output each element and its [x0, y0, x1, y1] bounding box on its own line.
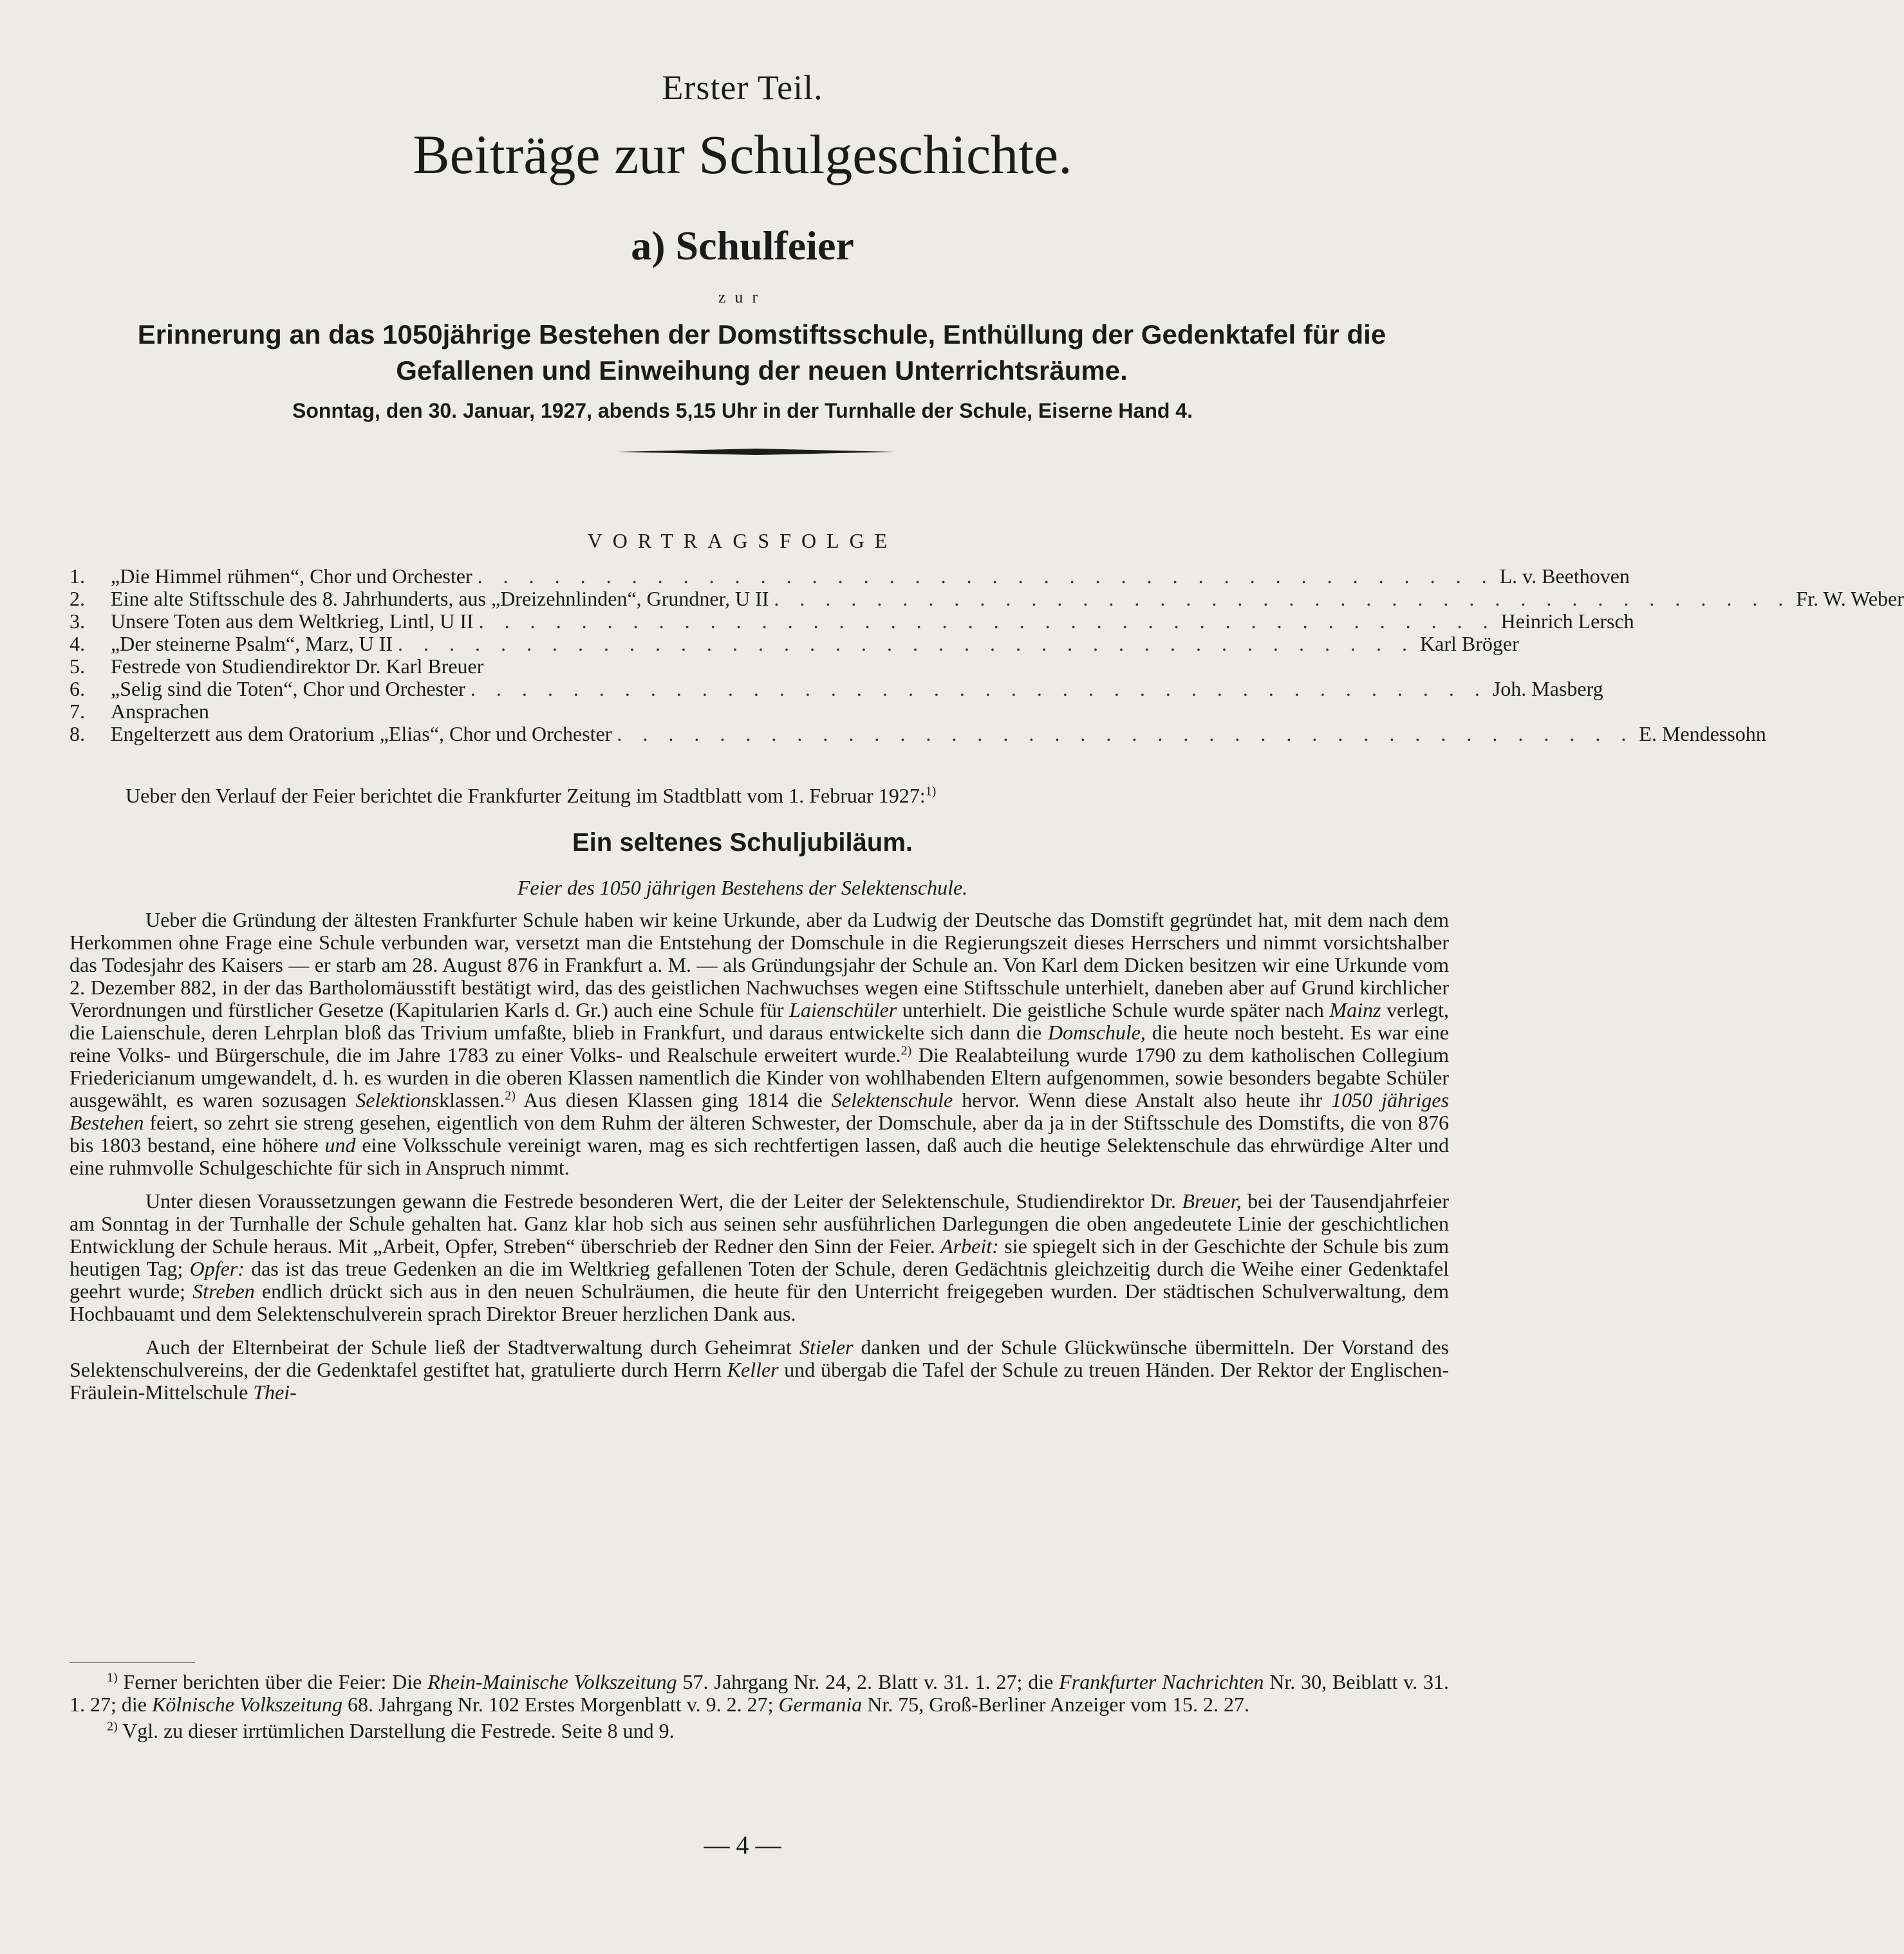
emphasis: Mainz [1329, 998, 1381, 1021]
text-run: eine Volksschule vereinigt waren, mag es sich rechtfertigen lassen, daß auch die heutige Selektenschule das ehrwürdige Alter und eine ruhmvolle Schulgeschichte für sich in Anspruch nimmt. [70, 1133, 1450, 1179]
article-paragraph [70, 1336, 1449, 1404]
program-item-number: 4. [70, 632, 85, 655]
article-title: Ein seltenes Schuljubiläum. [572, 828, 913, 857]
zur-label: zur [718, 288, 767, 306]
leader-dots: . . . . . . . . . . . . . . . . . . . . . . . . . . . . . . . . . . . . . . . . [774, 587, 1791, 610]
emphasis: Stieler [799, 1335, 854, 1359]
occasion-text: Erinnerung an das 1050jährige Bestehen der Domstiftsschule, Enthüllung der Gedenktafel für die Gefallenen und Einweihung der neuen Unterrichtsräume. [137, 319, 1386, 386]
program-item-composer: Joh. Masberg [1492, 677, 1603, 700]
section-title: a) Schulfeier [631, 223, 854, 268]
program-item-number: 5. [70, 655, 85, 678]
program-item [70, 722, 1766, 745]
program-item-title: Ansprachen [111, 700, 209, 723]
leader-dots: . . . . . . . . . . . . . . . . . . . . . . . . . . . . . . . . . . . . . . . . [470, 677, 1488, 700]
footnote-divider [70, 1662, 195, 1663]
text-run: Die Realabteilung wurde 1790 zu dem katholischen Collegium Friedericianum umgewandelt, d. h. es wurden in die oberen Klassen namentlich die Kinder von wohlhabenden Eltern aufgenommen, sowie besonders begabte Schüler ausgewählt, es waren sozusagen [70, 1043, 1449, 1112]
footnote-mark: 1) [107, 1670, 118, 1685]
footnotes [70, 1671, 1449, 1746]
program-item-number: 8. [70, 722, 85, 745]
emphasis: Breuer, [1182, 1189, 1242, 1213]
program-item-title: Unsere Toten aus dem Weltkrieg, Lintl, U II [111, 609, 474, 633]
decorative-rule [618, 449, 895, 455]
program-item-composer: Karl Bröger [1420, 632, 1519, 655]
article-paragraph [70, 909, 1449, 1179]
program-item-title: „Die Himmel rühmen“, Chor und Orchester [111, 564, 472, 588]
page-number: — 4 — [704, 1830, 781, 1859]
program-item-title: Engelterzett aus dem Oratorium „Elias“, Chor und Orchester [111, 722, 612, 745]
text-run: verlegt, die Laienschule, deren Lehrplan bloß das Trivium umfaßte, blieb in Frankfurt, und daraus entwickelte sich dann die [70, 998, 1450, 1044]
leader-dots: . . . . . . . . . . . . . . . . . . . . . . . . . . . . . . . . . . . . . . . . [398, 632, 1415, 655]
program-item-title: Festrede von Studiendirektor Dr. Karl Breuer [111, 655, 484, 678]
program-item [70, 632, 1519, 655]
program-item-number: 2. [70, 587, 85, 610]
footnote-ref: 2) [505, 1088, 516, 1103]
text-run: Ferner berichten über die Feier: Die [117, 1670, 428, 1693]
article-paragraph [70, 1190, 1449, 1325]
text-run: feiert, so zehrt sie streng gesehen, eigentlich von dem Ruhm der älteren Schwester, der Domschule, aber da ja in der Stiftsschule des Domstifts, die von 876 bis 1803 bestand, eine höhere [70, 1111, 1449, 1157]
program-item [70, 564, 1630, 588]
emphasis: Selektions [355, 1088, 440, 1112]
part-heading: Erster Teil. [662, 68, 823, 107]
text-run: Nr. 75, Groß-Berliner Anzeiger vom 15. 2. 27. [862, 1693, 1249, 1716]
footnote-mark: 2) [107, 1719, 118, 1734]
emphasis: 1050 jähriges Bestehen [70, 1088, 1450, 1134]
text-run: und übergab die Tafel der Schule zu treuen Händen. Der Rektor der Englischen-Fräulein-Mittelschule [70, 1358, 1450, 1404]
program-item-composer: Fr. W. Weber [1796, 587, 1904, 610]
text-run: Unter diesen Voraussetzungen gewann die Festrede besonderen Wert, die der Leiter der Selektenschule, Studiendirektor Dr. [145, 1189, 1182, 1213]
text-run: das ist das treue Gedenken an die im Weltkrieg gefallenen Toten der Schule, deren Gedächtnis gleichzeitig durch die Weihe einer Gedenktafel geehrt wurde; [70, 1257, 1450, 1303]
program-item [70, 700, 1449, 723]
emphasis: Germania [778, 1693, 863, 1716]
program-heading: VORTRAGSFOLGE [587, 529, 898, 552]
text-run: sie spiegelt sich in der Geschichte der Schule bis zum heutigen Tag; [70, 1234, 1450, 1280]
program-item-composer: Heinrich Lersch [1500, 609, 1634, 633]
text-run: Auch der Elternbeirat der Schule ließ der Stadtverwaltung durch Geheimrat [145, 1335, 799, 1359]
program-item [70, 587, 1904, 610]
event-date: Sonntag, den 30. Januar, 1927, abends 5,15 Uhr in der Turnhalle der Schule, Eiserne Hand 4. [292, 399, 1193, 422]
program-list [70, 564, 1904, 745]
emphasis: und [324, 1133, 356, 1157]
program-item-number: 6. [70, 677, 85, 700]
emphasis: Keller [727, 1358, 779, 1381]
program-item-number: 3. [70, 609, 85, 633]
text-run: 57. Jahrgang Nr. 24, 2. Blatt v. 31. 1. 27; die [677, 1670, 1059, 1693]
text-run: Nr. 30, Beiblatt v. 31. 1. 27; die [70, 1670, 1450, 1716]
footnote-ref: 2) [901, 1043, 912, 1058]
text-run: 68. Jahrgang Nr. 102 Erstes Morgenblatt v. 9. 2. 27; [342, 1693, 779, 1716]
article-body [70, 909, 1449, 1415]
report-intro-text: Ueber den Verlauf der Feier berichtet die Frankfurter Zeitung im Stadtblatt vom 1. Februar 1927: [126, 784, 926, 807]
text-run: unterhielt. Die geistliche Schule wurde später nach [897, 998, 1330, 1021]
footnote-ref: 1) [925, 784, 937, 799]
text-run: die heute noch besteht. Es war eine reine Volks- und Bürgerschule, die im Jahre 1783 zu einer Volks- und Realschule erweitert wurde. [70, 1021, 1450, 1066]
leader-dots: . . . . . . . . . . . . . . . . . . . . . . . . . . . . . . . . . . . . . . . . [617, 722, 1634, 745]
footnote [70, 1671, 1449, 1716]
text-run: Aus diesen Klassen ging 1814 die [515, 1088, 832, 1112]
program-item [70, 609, 1634, 633]
leader-dots: . . . . . . . . . . . . . . . . . . . . . . . . . . . . . . . . . . . . . . . . [477, 564, 1495, 588]
program-item [70, 655, 1449, 678]
program-item-number: 1. [70, 564, 85, 588]
program-item-composer: L. v. Beethoven [1499, 564, 1630, 588]
footnote [70, 1720, 1449, 1742]
program-item-title: „Der steinerne Psalm“, Marz, U II [111, 632, 393, 655]
page-title: Beiträge zur Schulgeschichte. [413, 124, 1072, 185]
text-run: Ueber die Gründung der ältesten Frankfurter Schule haben wir keine Urkunde, aber da Ludwig der Deutsche das Domstift gegründet hat, mit dem nach dem Herkommen ohne Frage eine Schule verbunden war, versetzt man die Entstehung der Domschule in die Regierungszeit dieses Herrschers und nimmt vorsichtshalber das Todesjahr des Kaisers — er starb am 28. August 876 in Frankfurt a. M. — als Gründungsjahr der Schule an. Von Karl dem Dicken besitzen wir eine Urkunde vom 2. Dezember 882, in der das Bartholomäusstift bestätigt wird, das des geistlichen Nachwuchses wegen eine Stiftsschule unterhielt, daneben aber auf Grund kirchlicher Verordnungen und fürstlicher Gesetze (Kapitularien Karls d. Gr.) auch eine Schule für [70, 908, 1449, 1021]
text-run: Vgl. zu dieser irrtümlichen Darstellung die Festrede. Seite 8 und 9. [117, 1719, 675, 1742]
program-item-composer: E. Mendessohn [1639, 722, 1766, 745]
emphasis: Frankfurter Nachrichten [1059, 1670, 1264, 1693]
text-run: bei der Tausendjahrfeier am Sonntag in der Turnhalle der Schule gehalten hat. Ganz klar hob sich aus seinen sehr ausführlichen Darlegungen die oben angedeutete Linie der geschichtlichen Entwicklung der Schule heraus. Mit „Arbeit, Opfer, Streben“ überschrieb der Redner den Sinn der Feier. [70, 1189, 1450, 1258]
emphasis: Rhein-Mainische Volkszeitung [427, 1670, 677, 1693]
program-item-title: Eine alte Stiftsschule des 8. Jahrhunderts, aus „Dreizehnlinden“, Grundner, U II [111, 587, 769, 610]
program-item-number: 7. [70, 700, 85, 723]
emphasis: Laienschüler [789, 998, 897, 1021]
program-item [70, 677, 1603, 700]
text-run: klassen. [439, 1088, 505, 1112]
emphasis: Streben [192, 1279, 255, 1303]
report-intro [126, 784, 1449, 808]
emphasis: Selektenschule [831, 1088, 953, 1112]
emphasis: Kölnische Volkszeitung [151, 1693, 342, 1716]
emphasis: Thei- [253, 1381, 297, 1404]
text-run: danken und der Schule Glückwünsche übermitteln. Der Vorstand des Selektenschulvereins, der die Gedenktafel gestiftet hat, gratulierte durch Herrn [70, 1335, 1450, 1381]
text-run: endlich drückt sich aus in den neuen Schulräumen, die heute für den Unterricht freigegeben wurden. Der städtischen Schulverwaltung, dem Hochbauamt und dem Selektenschulverein sprach Direktor Breuer herzlichen Dank aus. [70, 1279, 1450, 1325]
emphasis: Domschule, [1047, 1021, 1146, 1044]
article-subtitle: Feier des 1050 jährigen Bestehens der Selektenschule. [517, 876, 968, 899]
text-run: hervor. Wenn diese Anstalt also heute ihr [953, 1088, 1332, 1112]
leader-dots: . . . . . . . . . . . . . . . . . . . . . . . . . . . . . . . . . . . . . . . . [478, 609, 1496, 633]
emphasis: Arbeit: [940, 1234, 999, 1258]
program-item-title: „Selig sind die Toten“, Chor und Orchester [111, 677, 465, 700]
emphasis: Opfer: [189, 1257, 245, 1280]
